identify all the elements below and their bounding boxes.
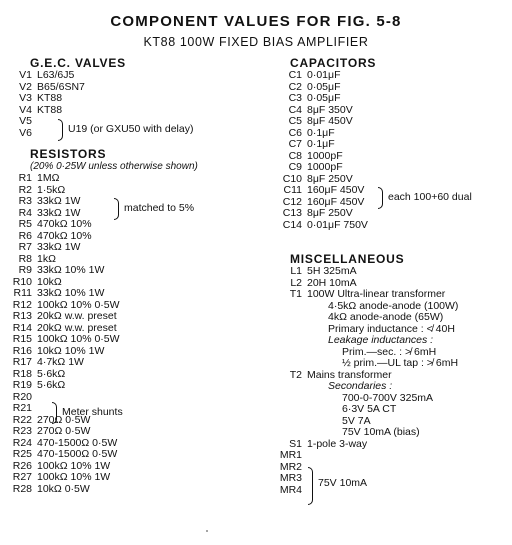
capacitor-ref: C7	[288, 138, 302, 150]
misc-value: 1-pole 3-way	[307, 437, 368, 450]
capacitor-ref: C12	[282, 195, 302, 208]
resistor-row	[12, 471, 110, 483]
misc-ref: S1	[289, 437, 302, 450]
resistor-ref: R19	[12, 379, 32, 391]
capacitor-value: 0·05μF	[307, 92, 341, 104]
capacitor-ref: C6	[288, 126, 302, 139]
resistor-ref: R15	[12, 333, 32, 345]
resistor-row	[12, 184, 65, 196]
matched-note: matched to 5%	[124, 202, 195, 214]
misc-ref: MR3	[279, 472, 302, 484]
misc-row	[274, 334, 433, 346]
capacitor-row	[274, 207, 353, 219]
capacitor-ref: C1	[288, 69, 302, 81]
misc-row	[274, 438, 367, 450]
resistor-ref: R11	[13, 287, 32, 299]
resistor-ref: R18	[12, 367, 32, 380]
resistor-value: 5·6kΩ	[37, 379, 66, 391]
misc-row	[274, 288, 445, 300]
resistor-ref: R7	[18, 241, 32, 253]
capacitor-ref: C5	[288, 115, 302, 127]
resistor-value: 20kΩ w.w. preset	[37, 321, 117, 334]
resistor-ref: R6	[18, 229, 32, 242]
stray-dot	[206, 530, 208, 532]
capacitor-row	[274, 92, 340, 104]
valves-brace	[58, 119, 63, 141]
misc-ref: T2	[289, 368, 302, 381]
capacitor-ref: C10	[282, 172, 302, 185]
capacitor-row	[274, 115, 353, 127]
resistor-ref: R12	[12, 298, 32, 311]
resistor-row	[12, 207, 80, 219]
capacitor-value: 0·01μF 750V	[307, 218, 368, 231]
misc-row	[274, 449, 307, 461]
misc-value: 20H 10mA	[307, 276, 357, 289]
misc-value: ½ prim.—UL tap : ≯ 6mH	[342, 357, 459, 369]
valves-heading: G.E.C. VALVES	[30, 56, 126, 70]
resistor-value: 100kΩ 10% 0·5W	[37, 333, 120, 345]
misc-value: 5V 7A	[342, 414, 371, 427]
valve-ref: V2	[19, 80, 32, 93]
meter-note: Meter shunts	[62, 406, 123, 418]
capacitor-value: 0·1μF	[307, 138, 335, 150]
resistor-row	[12, 356, 84, 368]
resistor-value: 10kΩ 10% 1W	[37, 344, 105, 357]
resistor-value: 100kΩ 10% 1W	[37, 459, 111, 472]
misc-value: Mains transformer	[307, 368, 392, 381]
resistor-value: 33kΩ 10% 1W	[37, 287, 105, 299]
resistor-value: 470kΩ 10%	[37, 229, 92, 242]
valve-ref: V5	[19, 115, 32, 127]
resistor-row	[12, 333, 120, 345]
misc-row	[274, 415, 371, 427]
resistor-row	[12, 448, 117, 460]
mr-brace	[308, 467, 313, 505]
misc-value: 4·5kΩ anode-anode (100W)	[328, 299, 459, 312]
valve-row	[12, 69, 74, 81]
misc-value: 100W Ultra-linear transformer	[307, 288, 446, 300]
capacitor-row	[274, 184, 364, 196]
resistor-row	[12, 368, 65, 380]
capacitor-ref: C8	[288, 149, 302, 162]
resistor-ref: R25	[12, 448, 32, 460]
resistor-row	[12, 402, 37, 414]
capacitor-value: 8μF 350V	[307, 103, 353, 116]
resistor-ref: R27	[12, 471, 32, 483]
capacitors-heading: CAPACITORS	[290, 56, 377, 70]
valve-value: L63/6J5	[37, 69, 75, 81]
resistor-value: 33kΩ 1W	[37, 241, 81, 253]
capacitor-ref: C13	[282, 207, 302, 219]
capacitor-row	[274, 69, 340, 81]
valve-ref: V6	[19, 126, 32, 139]
resistor-value: 1MΩ	[37, 172, 60, 184]
capacitor-ref: C11	[283, 184, 302, 196]
resistor-row	[12, 276, 62, 288]
resistor-row	[12, 218, 92, 230]
misc-ref: L1	[290, 265, 302, 277]
misc-row	[274, 484, 307, 496]
capacitor-row	[274, 173, 353, 185]
resistor-row	[12, 299, 120, 311]
valve-row	[12, 127, 37, 139]
page-title: COMPONENT VALUES FOR FIG. 5-8	[110, 13, 402, 30]
capacitor-value: 8μF 450V	[307, 115, 353, 127]
resistor-value: 100kΩ 10% 0·5W	[37, 298, 120, 311]
resistor-ref: R16	[12, 344, 32, 357]
capacitor-value: 0·01μF	[307, 69, 341, 81]
misc-value: 4kΩ anode-anode (65W)	[328, 311, 444, 323]
misc-row	[274, 380, 392, 392]
capacitor-value: 0·05μF	[307, 80, 341, 93]
capacitor-row	[274, 138, 335, 150]
capacitor-value: 160μF 450V	[307, 195, 365, 208]
valve-value: KT88	[37, 92, 63, 104]
resistor-ref: R2	[18, 183, 32, 196]
valve-row	[12, 104, 62, 116]
resistor-row	[12, 322, 117, 334]
misc-ref: MR2	[279, 460, 302, 473]
misc-value: Prim.—sec. : ≯ 6mH	[342, 345, 437, 358]
misc-ref: MR4	[279, 483, 302, 496]
capacitor-value: 0·1μF	[307, 126, 335, 139]
capacitor-ref: C9	[288, 161, 302, 173]
misc-row	[274, 392, 433, 404]
resistor-row	[12, 230, 92, 242]
misc-value: 6·3V 5A CT	[342, 403, 397, 415]
valve-ref: V1	[19, 69, 32, 81]
resistor-ref: R8	[18, 252, 32, 265]
capacitor-ref: C4	[288, 103, 302, 116]
valve-row	[12, 81, 85, 93]
resistor-ref: R22	[12, 413, 32, 426]
misc-row	[274, 311, 443, 323]
valve-value: KT88	[37, 103, 63, 116]
dual-brace	[378, 187, 383, 209]
resistor-row	[12, 391, 37, 403]
resistor-value: 10kΩ 0·5W	[37, 482, 90, 495]
resistor-row	[12, 253, 56, 265]
resistor-row	[12, 460, 110, 472]
resistor-row	[12, 437, 117, 449]
resistor-ref: R4	[18, 206, 32, 219]
valve-value: B65/6SN7	[37, 80, 85, 93]
misc-row	[274, 265, 357, 277]
capacitor-value: 1000pF	[307, 149, 343, 162]
resistor-ref: R5	[18, 218, 32, 230]
dual-note: each 100+60 dual	[388, 191, 472, 203]
capacitor-row	[274, 196, 364, 208]
capacitor-row	[274, 161, 343, 173]
valve-row	[12, 92, 62, 104]
misc-row	[274, 461, 307, 473]
misc-value: 75V 10mA (bias)	[342, 426, 420, 438]
capacitor-row	[274, 150, 343, 162]
capacitor-row	[274, 104, 353, 116]
misc-value: Primary inductance : ≮ 40H	[328, 322, 455, 335]
valve-row	[12, 115, 37, 127]
resistor-value: 33kΩ 1W	[37, 195, 81, 207]
misc-row	[274, 300, 458, 312]
resistor-ref: R9	[18, 264, 32, 276]
capacitor-row	[274, 219, 368, 231]
misc-row	[274, 426, 420, 438]
valve-ref: V3	[19, 92, 32, 104]
resistor-value: 470-1500Ω 0·5W	[37, 436, 118, 449]
resistor-row	[12, 425, 90, 437]
misc-value: 700-0-700V 325mA	[342, 391, 434, 404]
resistor-row	[12, 345, 104, 357]
resistors-heading: RESISTORS	[30, 147, 107, 161]
misc-row	[274, 403, 396, 415]
resistor-ref: R23	[12, 425, 32, 437]
capacitor-value: 8μF 250V	[307, 172, 353, 185]
resistor-value: 33kΩ 1W	[37, 206, 81, 219]
resistor-ref: R1	[18, 172, 32, 184]
misc-value: Leakage inductances :	[328, 334, 434, 346]
mr-note: 75V 10mA	[318, 477, 368, 489]
resistor-ref: R10	[12, 275, 32, 288]
resistor-value: 4·7kΩ 1W	[37, 356, 84, 368]
resistor-ref: R13	[12, 310, 32, 322]
resistor-ref: R17	[12, 356, 32, 368]
resistor-ref: R21	[12, 402, 32, 414]
resistor-ref: R26	[12, 459, 32, 472]
resistor-value: 33kΩ 10% 1W	[37, 264, 105, 276]
resistor-row	[12, 379, 65, 391]
capacitor-ref: C3	[288, 92, 302, 104]
resistor-value: 10kΩ	[37, 275, 62, 288]
misc-ref: L2	[290, 276, 302, 289]
resistor-value: 100kΩ 10% 1W	[37, 471, 111, 483]
misc-row	[274, 323, 455, 335]
resistor-value: 470kΩ 10%	[37, 218, 92, 230]
misc-value: Secondaries :	[328, 380, 393, 392]
resistor-value: 1·5kΩ	[37, 183, 66, 196]
resistor-ref: R14	[12, 321, 32, 334]
resistor-value: 5·6kΩ	[37, 367, 66, 380]
misc-row	[274, 277, 357, 289]
misc-row	[274, 357, 458, 369]
resistors-subnote: (20% 0·25W unless otherwise shown)	[30, 161, 198, 172]
resistor-value: 270Ω 0·5W	[37, 413, 91, 426]
misc-row	[274, 472, 307, 484]
capacitor-value: 160μF 450V	[307, 184, 365, 196]
resistor-row	[12, 287, 104, 299]
misc-value: 5H 325mA	[307, 265, 357, 277]
misc-ref: T1	[289, 288, 302, 300]
resistor-ref: R20	[12, 390, 32, 403]
meter-brace	[52, 402, 57, 424]
capacitor-ref: C2	[288, 80, 302, 93]
capacitor-value: 8μF 250V	[307, 207, 353, 219]
capacitor-ref: C14	[282, 218, 302, 231]
resistor-value: 20kΩ w.w. preset	[37, 310, 117, 322]
misc-row	[274, 346, 436, 358]
misc-heading: MISCELLANEOUS	[290, 252, 405, 266]
capacitor-row	[274, 81, 340, 93]
resistor-value: 470-1500Ω 0·5W	[37, 448, 118, 460]
capacitor-value: 1000pF	[307, 161, 343, 173]
resistor-ref: R28	[12, 482, 32, 495]
resistor-row	[12, 195, 80, 207]
resistor-row	[12, 172, 59, 184]
valves-group-note: U19 (or GXU50 with delay)	[68, 123, 194, 135]
valve-ref: V4	[19, 103, 32, 116]
resistor-row	[12, 264, 104, 276]
page-subtitle: KT88 100W FIXED BIAS AMPLIFIER	[143, 35, 369, 49]
resistor-row	[12, 241, 80, 253]
resistor-value: 270Ω 0·5W	[37, 425, 91, 437]
matched-brace	[114, 198, 119, 220]
misc-row	[274, 369, 392, 381]
misc-ref: MR1	[279, 449, 302, 461]
resistor-row	[12, 483, 90, 495]
resistor-ref: R24	[12, 436, 32, 449]
resistor-row	[12, 310, 117, 322]
resistor-value: 1kΩ	[37, 252, 56, 265]
capacitor-row	[274, 127, 335, 139]
resistor-ref: R3	[18, 195, 32, 207]
